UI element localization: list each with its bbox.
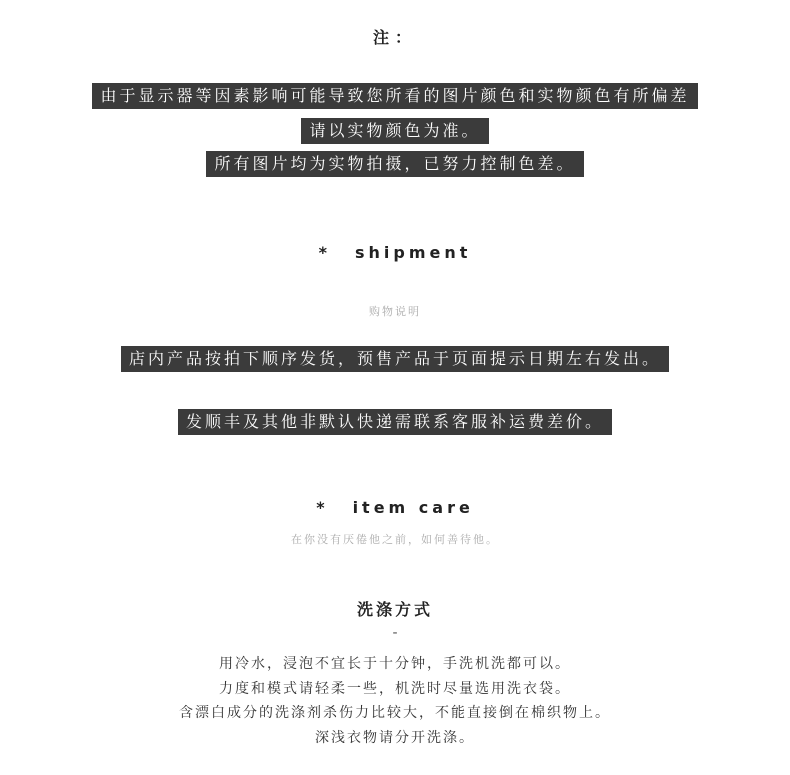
note-line-2: 请以实物颜色为准。: [301, 118, 488, 144]
shipment-line-2: 发顺丰及其他非默认快递需联系客服补运费差价。: [178, 409, 612, 435]
washing-line-3: 含漂白成分的洗涤剂杀伤力比较大，不能直接倒在棉织物上。: [179, 705, 611, 721]
shipment-line-1: 店内产品按拍下顺序发货，预售产品于页面提示日期左右发出。: [121, 346, 669, 372]
note-line-3: 所有图片均为实物拍摄，已努力控制色差。: [206, 151, 583, 177]
note-title: 注：: [372, 28, 417, 47]
shipment-line-1-row: [0, 346, 790, 372]
shipment-star: *: [318, 243, 331, 262]
note-line-1-row: [0, 83, 790, 109]
washing-instructions: [0, 652, 790, 750]
shipment-line-2-row: [0, 409, 790, 435]
note-line-2-row: [0, 118, 790, 144]
washing-dash: -: [392, 625, 398, 641]
washing-line-1: 用冷水，浸泡不宜长于十分钟，手洗机洗都可以。: [219, 656, 571, 672]
shipment-title: shipment: [354, 243, 472, 262]
washing-line-2: 力度和模式请轻柔一些，机洗时尽量选用洗衣袋。: [219, 680, 571, 697]
shipment-heading: [0, 243, 790, 262]
shipment-subtitle: 购物说明: [369, 305, 421, 318]
washing-title: 洗涤方式: [356, 600, 433, 619]
item-care-title: item care: [352, 498, 474, 517]
washing-line-4: 深浅衣物请分开洗涤。: [315, 729, 475, 746]
note-line-3-row: [0, 151, 790, 177]
item-care-subtitle: 在你没有厌倦他之前，如何善待他。: [291, 533, 499, 546]
item-care-star: *: [316, 498, 329, 517]
item-care-heading: [0, 498, 790, 517]
note-line-1: 由于显示器等因素影响可能导致您所看的图片颜色和实物颜色有所偏差: [92, 83, 697, 109]
